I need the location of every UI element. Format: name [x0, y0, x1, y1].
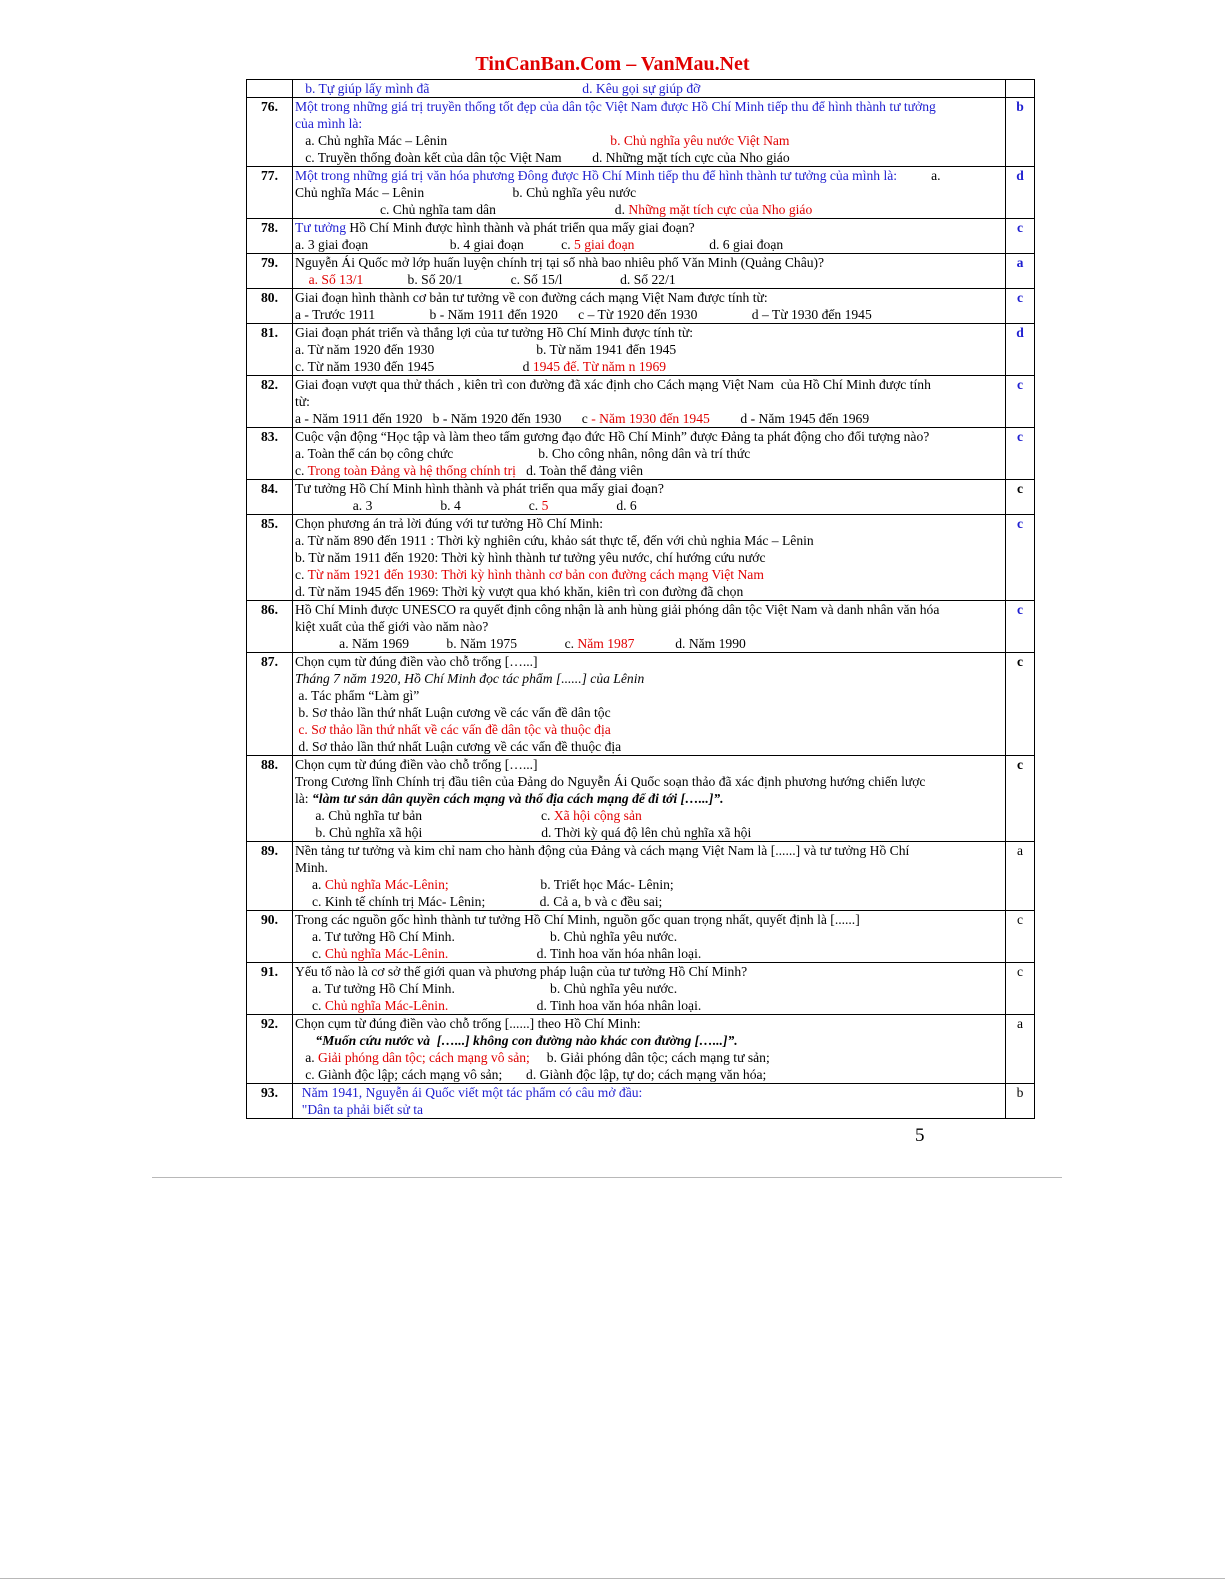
question-text: b. Từ năm 1911 đến 1920: Thời kỳ hình thành tư tưởng yêu nước, chí hướng cứu nước — [295, 550, 766, 565]
question-text: b. Số 20/1 c. Số 15/l d. Số 22/1 — [363, 272, 676, 287]
question-line — [295, 410, 1003, 427]
question-line — [295, 997, 1003, 1014]
question-row — [247, 842, 1035, 911]
question-text: a. — [897, 168, 941, 183]
answer-highlight: Trong toàn Đảng và hệ thống chính trị — [307, 463, 516, 478]
question-text: Năm 1941, Nguyễn ái Quốc viết một tác phẩm có câu mở đầu: — [295, 1085, 643, 1100]
answer-key: d — [1006, 324, 1035, 376]
question-line — [295, 963, 1003, 980]
question-content — [293, 756, 1006, 842]
question-text: b. Sơ thảo lần thứ nhất Luận cương về các vấn đề dân tộc — [295, 705, 611, 720]
question-text: a. Chủ nghĩa tư bản c. — [295, 808, 554, 823]
question-line — [295, 289, 1003, 306]
question-text: Giai đoạn vượt qua thử thách , kiên trì con đường đã xác định cho Cách mạng Việt Nam của Hồ Chí Minh được tính — [295, 377, 931, 392]
question-text: b. Triết học Mác- Lênin; — [448, 877, 674, 892]
answer-key — [1006, 80, 1035, 98]
answer-highlight: Những mặt tích cực của Nho giáo — [628, 202, 813, 217]
question-line — [295, 201, 1003, 218]
question-line — [295, 756, 1003, 773]
question-number: 90. — [247, 911, 293, 963]
question-row — [247, 911, 1035, 963]
question-text: Tháng 7 năm 1920, Hồ Chí Minh đọc tác phẩm [......] của Lênin — [295, 671, 645, 686]
question-number: 82. — [247, 376, 293, 428]
question-line — [295, 149, 1003, 166]
question-text: Yếu tố nào là cơ sở thế giới quan và phương pháp luận của tư tưởng Hồ Chí Minh? — [295, 964, 748, 979]
answer-highlight: Giải phóng dân tộc; cách mạng vô sản; — [318, 1050, 530, 1065]
answer-key: c — [1006, 653, 1035, 756]
question-table — [246, 79, 1035, 1119]
answer-key: c — [1006, 601, 1035, 653]
question-line — [295, 358, 1003, 375]
question-line — [295, 184, 1003, 201]
answer-highlight: 5 giai đoạn — [574, 237, 635, 252]
question-row — [247, 219, 1035, 254]
question-content — [293, 428, 1006, 480]
question-content — [293, 219, 1006, 254]
page-number: 5 — [915, 1125, 925, 1146]
question-line — [295, 824, 1003, 841]
question-line — [295, 341, 1003, 358]
question-text: d. Tinh hoa văn hóa nhân loại. — [448, 946, 702, 961]
question-line — [295, 721, 1003, 738]
question-content — [293, 1015, 1006, 1084]
question-line — [295, 670, 1003, 687]
question-row — [247, 1015, 1035, 1084]
answer-highlight: Xã hội cộng sản — [553, 808, 642, 823]
answer-key: c — [1006, 515, 1035, 601]
question-line — [295, 738, 1003, 755]
question-line — [295, 306, 1003, 323]
question-line — [295, 807, 1003, 824]
question-row — [247, 98, 1035, 167]
question-text: Chọn phương án trả lời đúng với tư tưởng Hồ Chí Minh: — [295, 516, 604, 531]
answer-key: a — [1006, 254, 1035, 289]
question-number: 79. — [247, 254, 293, 289]
question-line — [295, 635, 1003, 652]
answer-key: b — [1006, 98, 1035, 167]
question-text: "Dân ta phải biết sử ta — [295, 1102, 424, 1117]
question-number: 91. — [247, 963, 293, 1015]
question-content — [293, 911, 1006, 963]
question-content — [293, 80, 1006, 98]
question-number: 78. — [247, 219, 293, 254]
question-text: “làm tư sản dân quyền cách mạng và thổ địa cách mạng để đi tới […...]”. — [312, 791, 724, 806]
question-text: “Muốn cứu nước và […...] không con đường nào khác con đường […...]”. — [295, 1033, 738, 1048]
answer-highlight: Chủ nghĩa Mác-Lênin. — [324, 946, 449, 961]
question-text: c. Giành độc lập; cách mạng vô sản; d. Giành độc lập, tự do; cách mạng văn hóa; — [295, 1067, 767, 1082]
question-line — [295, 842, 1003, 859]
question-text: c. — [295, 998, 325, 1013]
question-row — [247, 324, 1035, 376]
question-number: 85. — [247, 515, 293, 601]
question-text: c. Chủ nghĩa tam dân d. — [295, 202, 629, 217]
question-line — [295, 236, 1003, 253]
question-content — [293, 1084, 1006, 1119]
answer-highlight: 5 — [541, 498, 549, 513]
question-line — [295, 1032, 1003, 1049]
question-text: a. Tác phẩm “Làm gì” — [295, 688, 420, 703]
question-content — [293, 653, 1006, 756]
question-text: là: — [295, 791, 312, 806]
question-number: 76. — [247, 98, 293, 167]
question-text: kiệt xuất của thế giới vào năm nào? — [295, 619, 489, 634]
question-line — [295, 566, 1003, 583]
question-line — [295, 497, 1003, 514]
question-line — [295, 445, 1003, 462]
question-content — [293, 289, 1006, 324]
question-content — [293, 376, 1006, 428]
question-line — [295, 790, 1003, 807]
answer-highlight: c. Sơ thảo lần thứ nhất về các vấn đề dân tộc và thuộc địa — [295, 722, 611, 737]
question-text: Giai đoạn phát triển và thắng lợi của tư tưởng Hồ Chí Minh được tính từ: — [295, 325, 693, 340]
question-text: b. Tự giúp lấy mình đã d. Kêu gọi sự giúp đỡ — [295, 81, 701, 96]
question-line — [295, 1015, 1003, 1032]
question-line — [295, 1066, 1003, 1083]
question-text: Nguyễn Ái Quốc mở lớp huấn luyện chính trị tại số nhà bao nhiêu phố Văn Minh (Quảng Châu)? — [295, 255, 825, 270]
question-text: a. Từ năm 890 đến 1911 : Thời kỳ nghiên cứu, khảo sát thực tế, đến với chủ nghia Mác – Lênin — [295, 533, 814, 548]
question-line — [295, 911, 1003, 928]
question-row — [247, 428, 1035, 480]
question-line — [295, 773, 1003, 790]
question-row — [247, 963, 1035, 1015]
question-number — [247, 80, 293, 98]
question-number: 87. — [247, 653, 293, 756]
question-text: a. Tư tưởng Hồ Chí Minh. b. Chủ nghĩa yêu nước. — [295, 981, 678, 996]
question-number: 89. — [247, 842, 293, 911]
question-content — [293, 324, 1006, 376]
question-line — [295, 859, 1003, 876]
answer-highlight: Chủ nghĩa Mác-Lênin; — [324, 877, 449, 892]
question-content — [293, 842, 1006, 911]
question-row — [247, 480, 1035, 515]
question-row — [247, 376, 1035, 428]
question-text: a - Trước 1911 b - Năm 1911 đến 1920 c – Từ 1920 đến 1930 d – Từ 1930 đến 1945 — [295, 307, 872, 322]
answer-key: c — [1006, 480, 1035, 515]
question-text: a - Năm 1911 đến 1920 b - Năm 1920 đến 1930 c — [295, 411, 592, 426]
question-text: a. Tư tưởng Hồ Chí Minh. b. Chủ nghĩa yêu nước. — [295, 929, 678, 944]
question-line — [295, 393, 1003, 410]
question-content — [293, 963, 1006, 1015]
question-line — [295, 376, 1003, 393]
question-line — [295, 480, 1003, 497]
question-line — [295, 601, 1003, 618]
answer-key: c — [1006, 376, 1035, 428]
answer-key: c — [1006, 219, 1035, 254]
question-number: 83. — [247, 428, 293, 480]
question-text: c. — [295, 463, 308, 478]
question-text: Nền tảng tư tưởng và kim chỉ nam cho hành động của Đảng và cách mạng Việt Nam là [......] và tư tưởng Hồ Chí — [295, 843, 910, 858]
question-text: a. Toàn thể cán bọ công chức b. Cho công nhân, nông dân và trí thức — [295, 446, 751, 461]
question-line — [295, 324, 1003, 341]
question-line — [295, 618, 1003, 635]
answer-key: c — [1006, 428, 1035, 480]
question-number: 77. — [247, 167, 293, 219]
question-line — [295, 653, 1003, 670]
question-text: Chọn cụm từ đúng điền vào chỗ trống [......] theo Hồ Chí Minh: — [295, 1016, 641, 1031]
question-content — [293, 254, 1006, 289]
question-text: Trong các nguồn gốc hình thành tư tưởng Hồ Chí Minh, nguồn gốc quan trọng nhất, quyết định là [......] — [295, 912, 860, 927]
question-text: a. — [295, 877, 325, 892]
question-line — [295, 945, 1003, 962]
question-line — [295, 1049, 1003, 1066]
question-text: d. 6 — [548, 498, 637, 513]
question-number: 81. — [247, 324, 293, 376]
question-text: Trong Cương lĩnh Chính trị đầu tiên của Đảng do Nguyễn Ái Quốc soạn thảo đã xác định phương hướng chiến lược — [295, 774, 926, 789]
question-text: Chủ nghĩa Mác – Lênin b. Chủ nghĩa yêu nước — [295, 185, 637, 200]
answer-highlight: a. Số 13/1 — [295, 272, 364, 287]
question-text: Tư tưởng — [295, 220, 346, 235]
question-line — [295, 1101, 1003, 1118]
question-text: Một trong những giá trị văn hóa phương Đông được Hồ Chí Minh tiếp thu để hình thành tư tưởng của mình là: — [295, 168, 898, 183]
question-number: 80. — [247, 289, 293, 324]
question-text: b. Giải phóng dân tộc; cách mạng tư sản; — [529, 1050, 770, 1065]
question-content — [293, 167, 1006, 219]
question-text: Hồ Chí Minh được UNESCO ra quyết định công nhận là anh hùng giải phóng dân tộc Việt Nam và danh nhân văn hóa — [295, 602, 940, 617]
answer-key: c — [1006, 963, 1035, 1015]
question-line — [295, 462, 1003, 479]
question-text: d. Năm 1990 — [634, 636, 746, 651]
question-text: d. Toàn thể đảng viên — [515, 463, 644, 478]
bottom-divider — [0, 1578, 1225, 1579]
question-line — [295, 428, 1003, 445]
question-line — [295, 980, 1003, 997]
question-row — [247, 756, 1035, 842]
question-line — [295, 1084, 1003, 1101]
question-line — [295, 80, 1003, 97]
page-header: TinCanBan.Com – VanMau.Net — [475, 53, 750, 75]
question-text: a. 3 giai đoạn b. 4 giai đoạn c. — [295, 237, 575, 252]
question-text: d. Tinh hoa văn hóa nhân loại. — [448, 998, 702, 1013]
question-text: d. Sơ thảo lần thứ nhất Luận cương về các vấn đề thuộc địa — [295, 739, 622, 754]
question-text: từ: — [295, 394, 310, 409]
answer-highlight: b. Chủ nghĩa yêu nước Việt Nam — [610, 133, 790, 148]
question-text: Một trong những giá trị truyền thống tốt đẹp của dân tộc Việt Nam được Hồ Chí Minh tiếp thu để hình thành tư tưởng — [295, 99, 936, 114]
answer-highlight: Năm 1987 — [577, 636, 635, 651]
question-line — [295, 515, 1003, 532]
answer-highlight: - Năm 1930 đến 1945 — [591, 411, 710, 426]
question-number: 88. — [247, 756, 293, 842]
question-text: d. 6 giai đoạn — [634, 237, 784, 252]
question-number: 93. — [247, 1084, 293, 1119]
question-row — [247, 515, 1035, 601]
question-text: c. Từ năm 1930 đến 1945 d — [295, 359, 533, 374]
question-line — [295, 115, 1003, 132]
question-text: Tư tưởng Hồ Chí Minh hình thành và phát triển qua mấy giai đoạn? — [295, 481, 664, 496]
question-line — [295, 876, 1003, 893]
question-text: Minh. — [295, 860, 328, 875]
question-text: a. Năm 1969 b. Năm 1975 c. — [295, 636, 578, 651]
answer-key: a — [1006, 842, 1035, 911]
question-line — [295, 271, 1003, 288]
question-line — [295, 132, 1003, 149]
question-text: c. Kinh tế chính trị Mác- Lênin; d. Cả a, b và c đều sai; — [295, 894, 663, 909]
question-line — [295, 532, 1003, 549]
answer-key: c — [1006, 289, 1035, 324]
answer-key: c — [1006, 756, 1035, 842]
question-text: Chọn cụm từ đúng điền vào chỗ trống […...] — [295, 654, 538, 669]
question-content — [293, 98, 1006, 167]
question-text: Hồ Chí Minh được hình thành và phát triển qua mấy giai đoạn? — [346, 220, 695, 235]
question-content — [293, 601, 1006, 653]
question-row — [247, 653, 1035, 756]
question-text: a. 3 b. 4 c. — [295, 498, 542, 513]
question-content — [293, 515, 1006, 601]
question-line — [295, 928, 1003, 945]
answer-key: c — [1006, 911, 1035, 963]
question-text: Giai đoạn hình thành cơ bản tư tưởng về con đường cách mạng Việt Nam được tính từ: — [295, 290, 768, 305]
answer-key: b — [1006, 1084, 1035, 1119]
question-row — [247, 254, 1035, 289]
question-content — [293, 480, 1006, 515]
question-text: Cuộc vận động “Học tập và làm theo tấm gương đạo đức Hồ Chí Minh” được Đảng ta phát động cho đối tượng nào? — [295, 429, 930, 444]
question-text: c. — [295, 946, 325, 961]
question-number: 84. — [247, 480, 293, 515]
question-row — [247, 1084, 1035, 1119]
question-text: d - Năm 1945 đến 1969 — [709, 411, 870, 426]
question-number: 86. — [247, 601, 293, 653]
question-line — [295, 687, 1003, 704]
question-line — [295, 219, 1003, 236]
question-line — [295, 167, 1003, 184]
question-text: Chọn cụm từ đúng điền vào chỗ trống […...] — [295, 757, 538, 772]
question-line — [295, 254, 1003, 271]
question-row — [247, 601, 1035, 653]
answer-highlight: Chủ nghĩa Mác-Lênin. — [324, 998, 449, 1013]
answer-highlight: Từ năm 1921 đến 1930: Thời kỳ hình thành cơ bản con đường cách mạng Việt Nam — [307, 567, 764, 582]
question-row — [247, 289, 1035, 324]
question-text: a. Từ năm 1920 đến 1930 b. Từ năm 1941 đến 1945 — [295, 342, 677, 357]
answer-highlight: 1945 đế. Từ năm n 1969 — [532, 359, 667, 374]
question-text: c. Truyền thống đoàn kết của dân tộc Việt Nam d. Những mặt tích cực của Nho giáo — [295, 150, 790, 165]
answer-key: d — [1006, 167, 1035, 219]
question-text: d. Từ năm 1945 đến 1969: Thời kỳ vượt qua khó khăn, kiên trì con đường đã chọn — [295, 584, 744, 599]
answer-key: a — [1006, 1015, 1035, 1084]
question-row — [247, 80, 1035, 98]
question-line — [295, 704, 1003, 721]
question-text: a. — [295, 1050, 319, 1065]
question-text: b. Chủ nghĩa xã hội d. Thời kỳ quá độ lên chủ nghĩa xã hội — [295, 825, 752, 840]
question-number: 92. — [247, 1015, 293, 1084]
question-line — [295, 893, 1003, 910]
question-line — [295, 583, 1003, 600]
question-row — [247, 167, 1035, 219]
question-text: của mình là: — [295, 116, 363, 131]
question-line — [295, 98, 1003, 115]
question-text: c. — [295, 567, 308, 582]
page-divider — [152, 1177, 1062, 1178]
question-text: a. Chủ nghĩa Mác – Lênin — [295, 133, 611, 148]
question-line — [295, 549, 1003, 566]
